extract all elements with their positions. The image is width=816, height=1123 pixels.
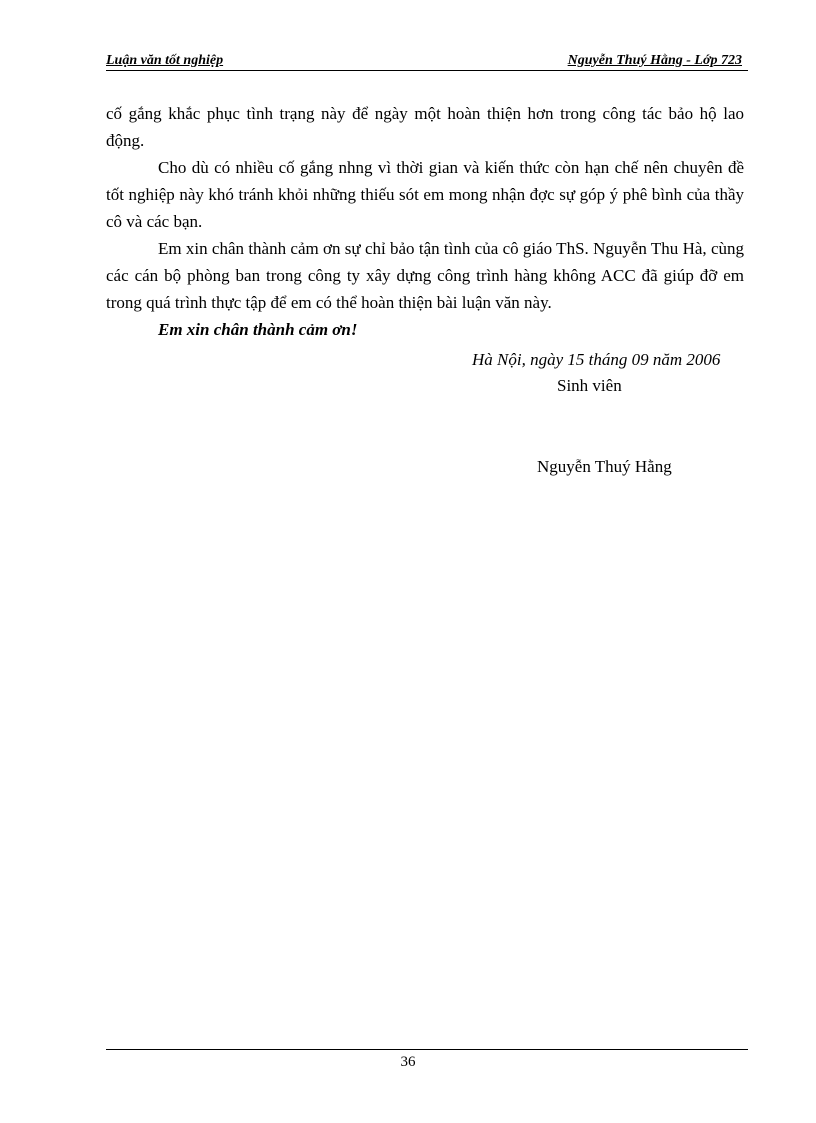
page-number: 36: [400, 1054, 416, 1070]
page-body: [106, 100, 744, 343]
closing-thanks: Em xin chân thành cảm ơn!: [158, 320, 358, 339]
paragraph-continuation: cố gắng khắc phục tình trạng này để ngày một hoàn thiện hơn trong công tác bảo hộ lao động.: [106, 104, 744, 150]
signature-name: Nguyễn Thuý Hằng: [537, 457, 672, 476]
page-header: [106, 52, 748, 71]
signature-role: Sinh viên: [557, 376, 622, 395]
paragraph-apology: Cho dù có nhiều cố gắng nhng vì thời gian và kiến thức còn hạn chế nên chuyên đề tốt nghiệp này khó tránh khỏi những thiếu sót em mong nhận đợc sự góp ý phê bình của thầy cô và các bạn.: [106, 158, 744, 231]
header-document-title: Luận văn tốt nghiệp: [106, 53, 224, 68]
paragraph-acknowledgement: Em xin chân thành cảm ơn sự chỉ bảo tận tình của cô giáo ThS. Nguyễn Thu Hà, cùng các cán bộ phòng ban trong công ty xây dựng công trình hàng không ACC đã giúp đỡ em trong quá trình thực tập để em có thể hoàn thiện bài luận văn này.: [106, 239, 744, 312]
header-author-class: Nguyễn Thuý Hằng - Lớp 723: [567, 53, 742, 68]
footer-divider: [106, 1049, 748, 1050]
signature-date: Hà Nội, ngày 15 tháng 09 năm 2006: [472, 350, 721, 369]
